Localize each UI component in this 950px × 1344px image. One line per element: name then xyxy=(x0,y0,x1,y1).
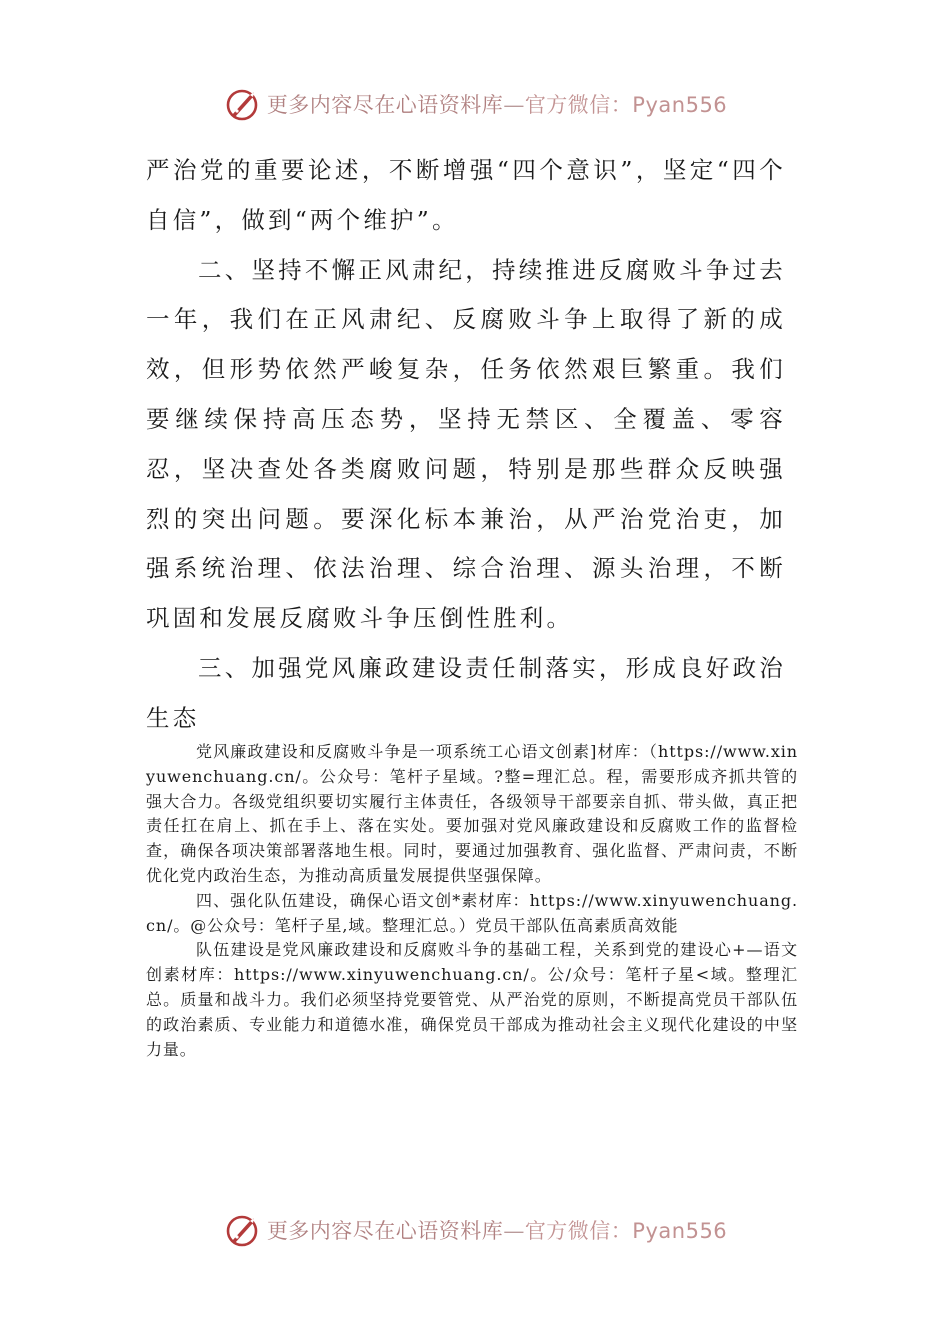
banner-separator: — xyxy=(503,1219,525,1243)
footer-banner xyxy=(0,1206,950,1254)
banner-separator: — xyxy=(503,93,525,117)
paragraph-3: 党风廉政建设和反腐败斗争是一项系统工心语文创素]材库：（https://www.xinyuwenchuang.cn/。公众号：笔杆子星域。?整=理汇总。程，需要形成齐抓共管的强大合力。各级党组织要切实履行主体责任，各级领导干部要亲自抓、带头做，真正把责任扛在肩上、抓在手上、落在实处。要加强对党风廉政建设和反腐败工作的监督检查，确保各项决策部署落地生根。同时，要通过加强教育、强化监督、严肃问责，不断优化党内政治生态，为推动高质量发展提供坚强保障。 xyxy=(146,742,798,885)
pen-nib-logo-icon xyxy=(223,1210,263,1250)
section-2-paragraph: 二、坚持不懈正风肃纪，持续推进反腐败斗争过去一年，我们在正风肃纪、反腐败斗争上取得了新的成效，但形势依然严峻复杂，任务依然艰巨繁重。我们要继续保持高压态势，坚持无禁区、全覆盖、零容忍，坚决查处各类腐败问题，特别是那些群众反映强烈的突出问题。要深化标本兼治，从严治党治吏，加强系统治理、依法治理、综合治理、源头治理，不断巩固和发展反腐败斗争压倒性胜利。 xyxy=(146,255,786,633)
pen-nib-logo-icon xyxy=(223,84,263,124)
banner-wechat: 官方微信：Pyan556 xyxy=(524,1219,728,1243)
document-body-small xyxy=(146,740,798,1062)
paragraph-4: 队伍建设是党风廉政建设和反腐败斗争的基础工程，关系到党的建设心+—语文创素材库：https://www.xinyuwenchuang.cn/。公/众号：笔杆子星<域。整理汇总。质量和战斗力。我们必须坚持党要管党、从严治党的原则，不断提高党员干部队伍的政治素质、专业能力和道德水准，确保党员干部成为推动社会主义现代化建设的中坚力量。 xyxy=(146,940,798,1059)
continuation-paragraph: 严治党的重要论述，不断增强“四个意识”，坚定“四个自信”，做到“两个维护”。 xyxy=(146,156,786,234)
banner-title: 更多内容尽在心语资料库 xyxy=(266,1219,504,1243)
header-banner xyxy=(0,80,950,128)
document-body-main xyxy=(146,146,786,744)
section-4-heading: 四、强化队伍建设，确保心语文创*素材库：https://www.xinyuwenchuang.cn/。@公众号：笔杆子星,域。整理汇总。）党员干部队伍高素质高效能 xyxy=(146,890,798,935)
banner-title: 更多内容尽在心语资料库 xyxy=(266,93,504,117)
section-3-heading: 三、加强党风廉政建设责任制落实，形成良好政治生态 xyxy=(146,653,786,732)
banner-wechat: 官方微信：Pyan556 xyxy=(524,93,728,117)
